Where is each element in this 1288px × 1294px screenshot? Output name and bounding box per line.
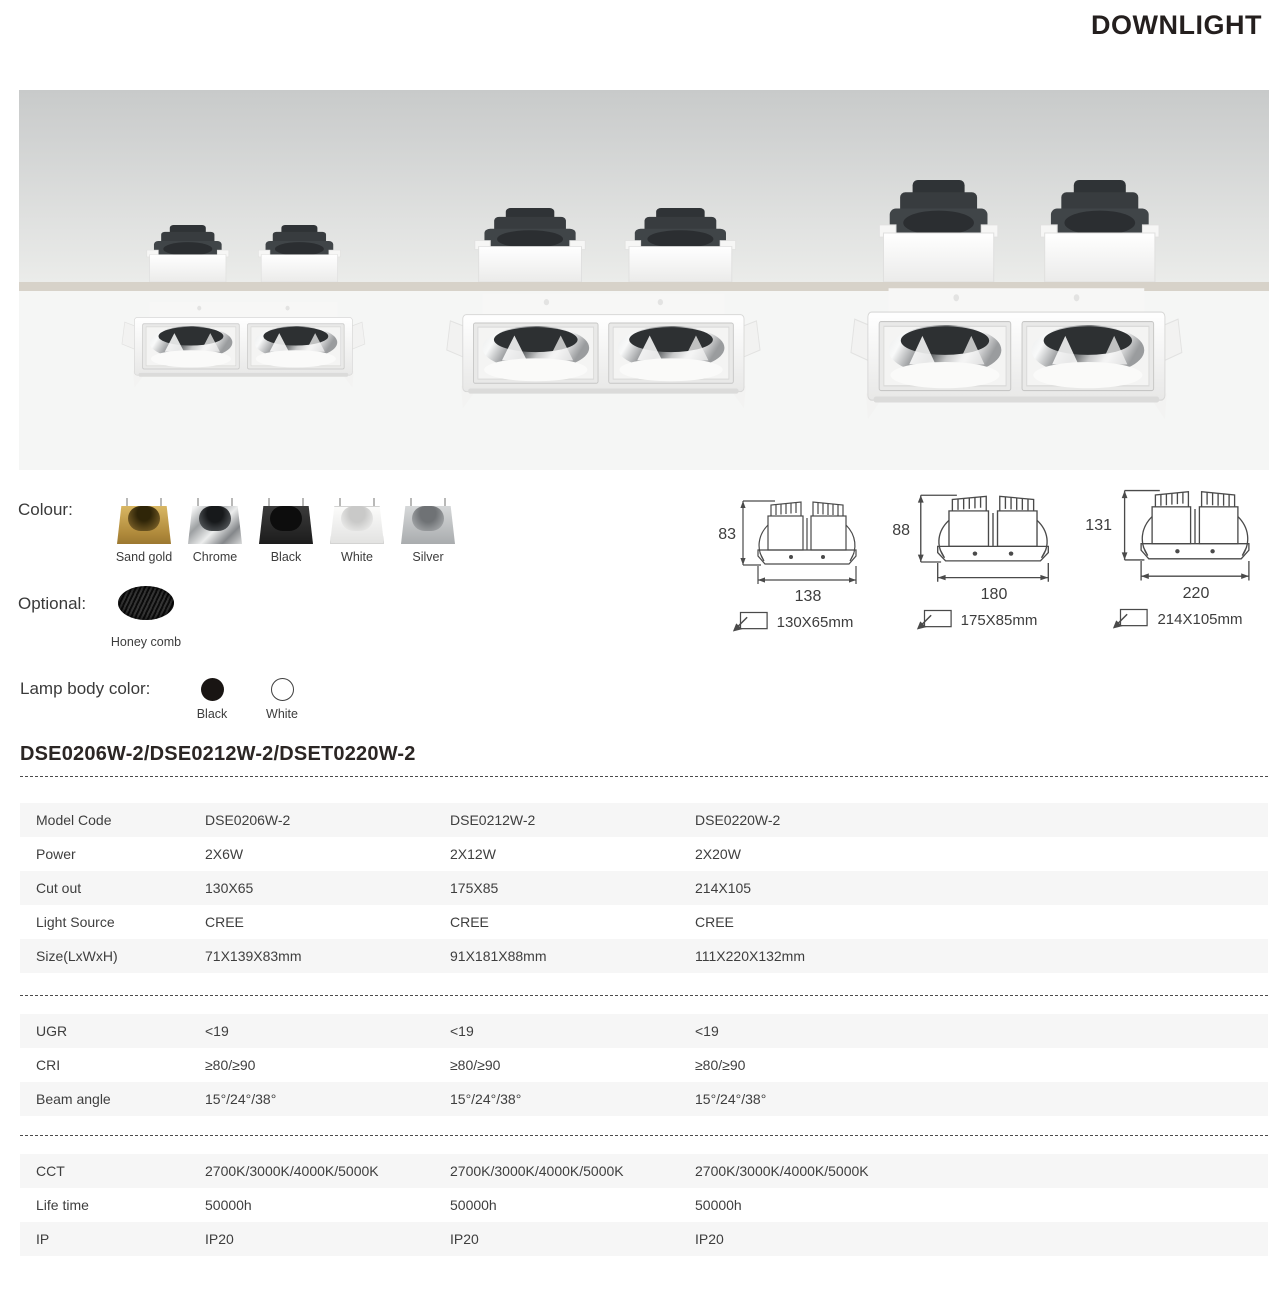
spec-cell: IP20 xyxy=(205,1231,234,1247)
honeycomb-label: Honey comb xyxy=(110,635,182,649)
spec-cell: 71X139X83mm xyxy=(205,948,302,964)
spec-row-label: Life time xyxy=(36,1197,89,1213)
dimension-drawing-medium xyxy=(876,488,1076,636)
width-dimension: 138 xyxy=(794,588,822,605)
spec-cell: 50000h xyxy=(205,1197,252,1213)
swatch-label: Black xyxy=(270,550,302,564)
spec-group-optics xyxy=(20,1014,1268,1116)
cutout-size: 130X65mm xyxy=(776,613,854,631)
black-trim-image xyxy=(258,498,314,546)
cutout-size-row xyxy=(702,610,882,634)
spec-row xyxy=(20,1048,1268,1082)
cutout-icon xyxy=(731,610,769,634)
product-photo-panel xyxy=(19,90,1269,470)
spec-row-label: Light Source xyxy=(36,914,115,930)
spec-table xyxy=(20,743,1268,1256)
dot-label: Black xyxy=(196,707,228,721)
spec-cell: 15°/24°/38° xyxy=(205,1091,277,1107)
spec-row-label: Beam angle xyxy=(36,1091,111,1107)
spec-cell: <19 xyxy=(450,1023,474,1039)
swatch-label: Sand gold xyxy=(115,550,173,564)
spec-cell: IP20 xyxy=(450,1231,479,1247)
lamp-body-black-option xyxy=(182,678,242,721)
spec-cell: 214X105 xyxy=(695,880,752,896)
swatch-label: Chrome xyxy=(192,550,238,564)
spec-group-main xyxy=(20,803,1268,973)
spec-cell: 2X20W xyxy=(695,846,741,862)
spec-cell: DSE0220W-2 xyxy=(695,812,781,828)
spec-cell: <19 xyxy=(695,1023,719,1039)
spec-row xyxy=(20,1222,1268,1256)
honeycomb-swatch xyxy=(118,586,174,620)
spec-cell: 2700K/3000K/4000K/5000K xyxy=(695,1163,869,1179)
spec-row xyxy=(20,1082,1268,1116)
width-dimension: 180 xyxy=(980,586,1008,603)
spec-row xyxy=(20,1014,1268,1048)
colour-swatch-row xyxy=(112,498,460,564)
dimension-drawing-small xyxy=(702,494,882,636)
section-drawing-svg xyxy=(914,488,1072,588)
spec-row-label: Cut out xyxy=(36,880,82,896)
spec-group-electrical xyxy=(20,1154,1268,1256)
spec-cell: 2700K/3000K/4000K/5000K xyxy=(450,1163,624,1179)
spec-cell: <19 xyxy=(205,1023,229,1039)
dot-label: White xyxy=(266,707,298,721)
spec-row xyxy=(20,939,1268,973)
spec-cell: 50000h xyxy=(695,1197,742,1213)
dimension-drawing-large xyxy=(1078,483,1276,635)
colour-swatch-silver xyxy=(396,498,460,564)
spec-row-label: CRI xyxy=(36,1057,61,1073)
colour-swatch-sand-gold xyxy=(112,498,176,564)
spec-row-label: IP xyxy=(36,1231,50,1247)
dashed-divider xyxy=(20,776,1268,777)
white-color-dot xyxy=(271,678,294,701)
spec-row-label: UGR xyxy=(36,1023,68,1039)
spec-row xyxy=(20,1188,1268,1222)
optional-label: Optional: xyxy=(18,594,87,613)
cutout-icon xyxy=(915,608,953,632)
honeycomb-option xyxy=(100,586,192,649)
spec-cell: 2X12W xyxy=(450,846,496,862)
spec-cell: ≥80/≥90 xyxy=(205,1057,256,1073)
spec-row-label: CCT xyxy=(36,1163,65,1179)
page-title: DOWNLIGHT xyxy=(1091,10,1262,40)
lamp-body-color-label: Lamp body color: xyxy=(20,679,151,698)
spec-row-label: Power xyxy=(36,846,76,862)
spec-cell: ≥80/≥90 xyxy=(695,1057,746,1073)
spec-cell: 2700K/3000K/4000K/5000K xyxy=(205,1163,379,1179)
spec-cell: 91X181X88mm xyxy=(450,948,547,964)
colour-label: Colour: xyxy=(18,500,73,519)
chrome-trim-image xyxy=(187,498,243,546)
spec-cell: ≥80/≥90 xyxy=(450,1057,501,1073)
spec-cell: 15°/24°/38° xyxy=(450,1091,522,1107)
spec-row-label: Model Code xyxy=(36,812,112,828)
spec-cell: 2X6W xyxy=(205,846,244,862)
swatch-label: Silver xyxy=(412,550,444,564)
spec-row xyxy=(20,1154,1268,1188)
cutout-size: 175X85mm xyxy=(960,611,1038,629)
cutout-size: 214X105mm xyxy=(1157,610,1243,628)
width-dimension: 220 xyxy=(1182,585,1210,602)
spec-cell: DSE0212W-2 xyxy=(450,812,536,828)
spec-cell: 130X65 xyxy=(205,880,254,896)
colour-swatch-black xyxy=(254,498,318,564)
spec-row xyxy=(20,871,1268,905)
spec-cell: CREE xyxy=(450,914,489,930)
spec-row xyxy=(20,837,1268,871)
downlight-render-svg xyxy=(19,90,1269,470)
black-color-dot xyxy=(201,678,224,701)
model-series-title: DSE0206W-2/DSE0212W-2/DSET0220W-2 xyxy=(20,743,416,765)
sand-gold-trim-image xyxy=(116,498,172,546)
height-dimension: 83 xyxy=(718,526,736,543)
spec-cell: DSE0206W-2 xyxy=(205,812,291,828)
spec-row xyxy=(20,905,1268,939)
height-dimension: 131 xyxy=(1085,517,1112,534)
height-dimension: 88 xyxy=(892,522,910,539)
dashed-divider xyxy=(20,1135,1268,1136)
spec-cell: CREE xyxy=(695,914,734,930)
colour-swatch-white xyxy=(325,498,389,564)
lamp-body-white-option xyxy=(252,678,312,721)
section-drawing-svg xyxy=(736,494,878,590)
cutout-size-row xyxy=(876,608,1076,632)
spec-cell: 50000h xyxy=(450,1197,497,1213)
spec-row xyxy=(20,803,1268,837)
spec-cell: CREE xyxy=(205,914,244,930)
spec-cell: 111X220X132mm xyxy=(695,948,805,964)
spec-row-label: Size(LxWxH) xyxy=(36,948,118,964)
spec-cell: 175X85 xyxy=(450,880,499,896)
swatch-label: White xyxy=(341,550,373,564)
section-drawing-svg xyxy=(1118,483,1272,587)
spec-cell: IP20 xyxy=(695,1231,724,1247)
cutout-size-row xyxy=(1078,607,1276,631)
spec-cell: 15°/24°/38° xyxy=(695,1091,767,1107)
dashed-divider xyxy=(20,995,1268,996)
white-trim-image xyxy=(329,498,385,546)
colour-swatch-chrome xyxy=(183,498,247,564)
cutout-icon xyxy=(1111,607,1149,631)
silver-trim-image xyxy=(400,498,456,546)
